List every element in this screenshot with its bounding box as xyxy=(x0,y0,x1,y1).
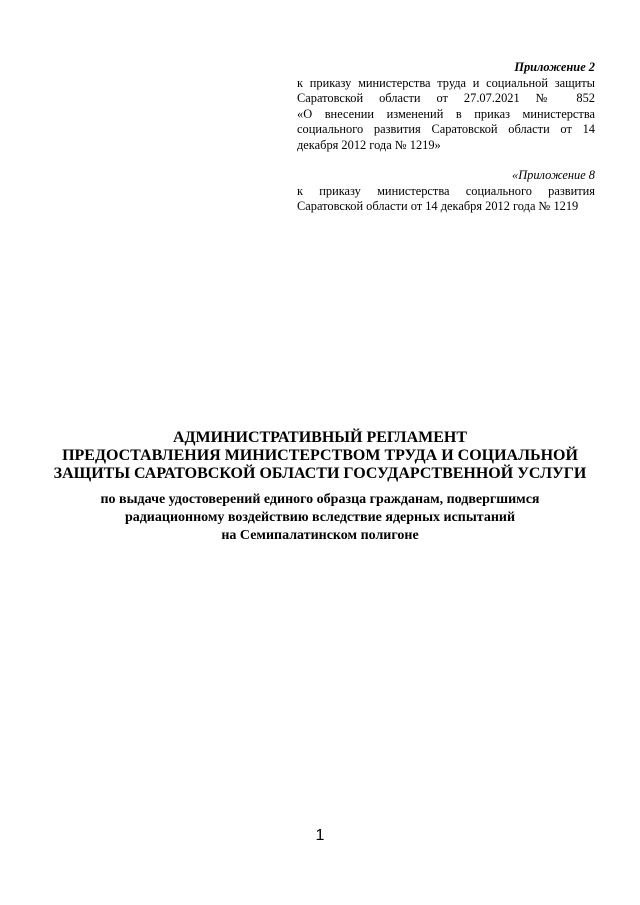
appendix-2-line: социального развития Саратовской области от 14 xyxy=(297,122,595,137)
document-title xyxy=(40,429,600,484)
title-line: ЗАЩИТЫ САРАТОВСКОЙ ОБЛАСТИ ГОСУДАРСТВЕННОЙ УСЛУГИ xyxy=(53,465,587,483)
appendix-2-line: к приказу министерства труда и социальной защиты xyxy=(297,75,595,90)
subtitle-line: радиационному воздействию вследствие ядерных испытаний xyxy=(124,510,516,525)
appendix-2-line: Саратовской области от 27.07.2021 № 852 xyxy=(297,91,595,106)
appendix-2-line: декабря 2012 года № 1219» xyxy=(297,137,441,152)
appendix-8-line: Саратовской области от 14 декабря 2012 года № 1219 xyxy=(297,199,579,214)
appendix-8-heading: «Приложение 8 xyxy=(512,168,595,182)
subtitle-line: по выдаче удостоверений единого образца гражданам, подвергшимся xyxy=(100,492,540,507)
document-subtitle xyxy=(40,491,600,545)
appendix-2-heading: Приложение 2 xyxy=(514,60,595,74)
appendix-2-block xyxy=(297,60,595,154)
appendix-2-line: «О внесении изменений в приказ министерства xyxy=(297,106,595,121)
appendix-8-line: к приказу министерства социального развития xyxy=(297,183,595,198)
page-number: 1 xyxy=(315,827,325,844)
title-line: АДМИНИСТРАТИВНЫЙ РЕГЛАМЕНТ xyxy=(172,429,468,446)
subtitle-line: на Семипалатинском полигоне xyxy=(221,528,419,543)
appendix-8-block xyxy=(297,168,595,215)
title-line: ПРЕДОСТАВЛЕНИЯ МИНИСТЕРСТВОМ ТРУДА И СОЦИАЛЬНОЙ xyxy=(62,447,578,465)
